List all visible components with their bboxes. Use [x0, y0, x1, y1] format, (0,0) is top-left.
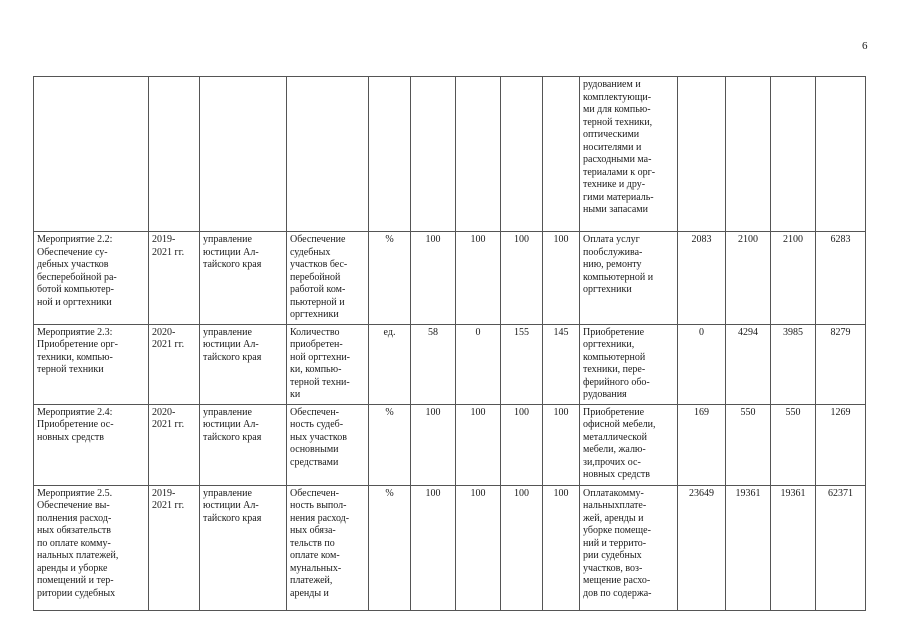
value-cell: 100 — [501, 404, 543, 485]
unit-cell — [369, 77, 411, 232]
program-measures-table — [33, 76, 866, 611]
value-cell: 100 — [456, 232, 501, 325]
table-row-measure-2-4 — [34, 404, 866, 485]
funding-total-cell: 62371 — [816, 485, 866, 610]
period-cell: 2020- 2021 гг. — [149, 324, 200, 404]
funding-cell: 2083 — [678, 232, 726, 325]
funding-cell: 169 — [678, 404, 726, 485]
table-row-measure-2-5 — [34, 485, 866, 610]
value-cell: 100 — [501, 485, 543, 610]
indicator-cell: Обеспечен- ность судеб- ных участков основными средствами — [287, 404, 369, 485]
funding-total-cell — [816, 77, 866, 232]
measure-cell — [34, 77, 149, 232]
value-cell: 100 — [411, 232, 456, 325]
value-cell — [411, 77, 456, 232]
funding-cell: 23649 — [678, 485, 726, 610]
value-cell — [456, 77, 501, 232]
funding-cell: 19361 — [771, 485, 816, 610]
value-cell: 100 — [543, 485, 580, 610]
executor-cell — [200, 77, 287, 232]
unit-cell: % — [369, 404, 411, 485]
funding-cell: 2100 — [726, 232, 771, 325]
executor-cell: управление юстиции Ал- тайского края — [200, 485, 287, 610]
funding-cell: 19361 — [726, 485, 771, 610]
funding-cell — [771, 77, 816, 232]
value-cell: 100 — [543, 404, 580, 485]
value-cell: 100 — [543, 232, 580, 325]
funding-cell: 4294 — [726, 324, 771, 404]
period-cell: 2019- 2021 гг. — [149, 485, 200, 610]
value-cell: 58 — [411, 324, 456, 404]
funding-cell: 0 — [678, 324, 726, 404]
period-cell: 2019- 2021 гг. — [149, 232, 200, 325]
unit-cell: % — [369, 485, 411, 610]
funding-cell: 2100 — [771, 232, 816, 325]
executor-cell: управление юстиции Ал- тайского края — [200, 404, 287, 485]
value-cell: 145 — [543, 324, 580, 404]
value-cell: 100 — [411, 485, 456, 610]
indicator-cell: Обеспечен- ность выпол- нения расход- ных обяза- тельств по оплате ком- мунальных- платежей, аренды и — [287, 485, 369, 610]
purpose-cell: Оплатакомму- нальныхплате- жей, аренды и уборке помеще- ний и террито- рии судебных участков, воз- мещение расхо- дов по содержа- — [580, 485, 678, 610]
value-cell: 155 — [501, 324, 543, 404]
measure-cell: Мероприятие 2.2: Обеспечение су- дебных участков бесперебойной ра- ботой компьютер- ной и оргтехники — [34, 232, 149, 325]
measure-cell: Мероприятие 2.5. Обеспечение вы- полнения расход- ных обязательств по оплате комму- нальных платежей, аренды и уборке помещений и тер- ритории судебных — [34, 485, 149, 610]
funding-cell: 550 — [771, 404, 816, 485]
table-row-continuation — [34, 77, 866, 232]
value-cell — [501, 77, 543, 232]
unit-cell: % — [369, 232, 411, 325]
value-cell: 100 — [411, 404, 456, 485]
funding-cell: 550 — [726, 404, 771, 485]
value-cell: 100 — [501, 232, 543, 325]
value-cell: 0 — [456, 324, 501, 404]
funding-total-cell: 1269 — [816, 404, 866, 485]
page-number: 6 — [862, 40, 868, 52]
period-cell — [149, 77, 200, 232]
measure-cell: Мероприятие 2.4: Приобретение ос- новных средств — [34, 404, 149, 485]
purpose-cell: Оплата услуг пообслужива- нию, ремонту компьютерной и оргтехники — [580, 232, 678, 325]
unit-cell: ед. — [369, 324, 411, 404]
table-row-measure-2-2 — [34, 232, 866, 325]
funding-total-cell: 6283 — [816, 232, 866, 325]
funding-cell: 3985 — [771, 324, 816, 404]
purpose-cell: Приобретение офисной мебели, металлической мебели, жалю- зи,прочих ос- новных средств — [580, 404, 678, 485]
table-row-measure-2-3 — [34, 324, 866, 404]
executor-cell: управление юстиции Ал- тайского края — [200, 232, 287, 325]
funding-total-cell: 8279 — [816, 324, 866, 404]
value-cell: 100 — [456, 485, 501, 610]
purpose-cell: рудованием и комплектующи- ми для компью- терной техники, оптическими носителями и расходными ма- териалами к орг- технике и дру- гими материаль- ными запасами — [580, 77, 678, 232]
purpose-cell: Приобретение оргтехники, компьютерной техники, пере- ферийного обо- рудования — [580, 324, 678, 404]
funding-cell — [726, 77, 771, 232]
funding-cell — [678, 77, 726, 232]
indicator-cell: Количество приобретен- ной оргтехни- ки, компью- терной техни- ки — [287, 324, 369, 404]
period-cell: 2020- 2021 гг. — [149, 404, 200, 485]
measure-cell: Мероприятие 2.3: Приобретение орг- техники, компью- терной техники — [34, 324, 149, 404]
value-cell: 100 — [456, 404, 501, 485]
indicator-cell: Обеспечение судебных участков бес- перебойной работой ком- пьютерной и оргтехники — [287, 232, 369, 325]
value-cell — [543, 77, 580, 232]
executor-cell: управление юстиции Ал- тайского края — [200, 324, 287, 404]
indicator-cell — [287, 77, 369, 232]
